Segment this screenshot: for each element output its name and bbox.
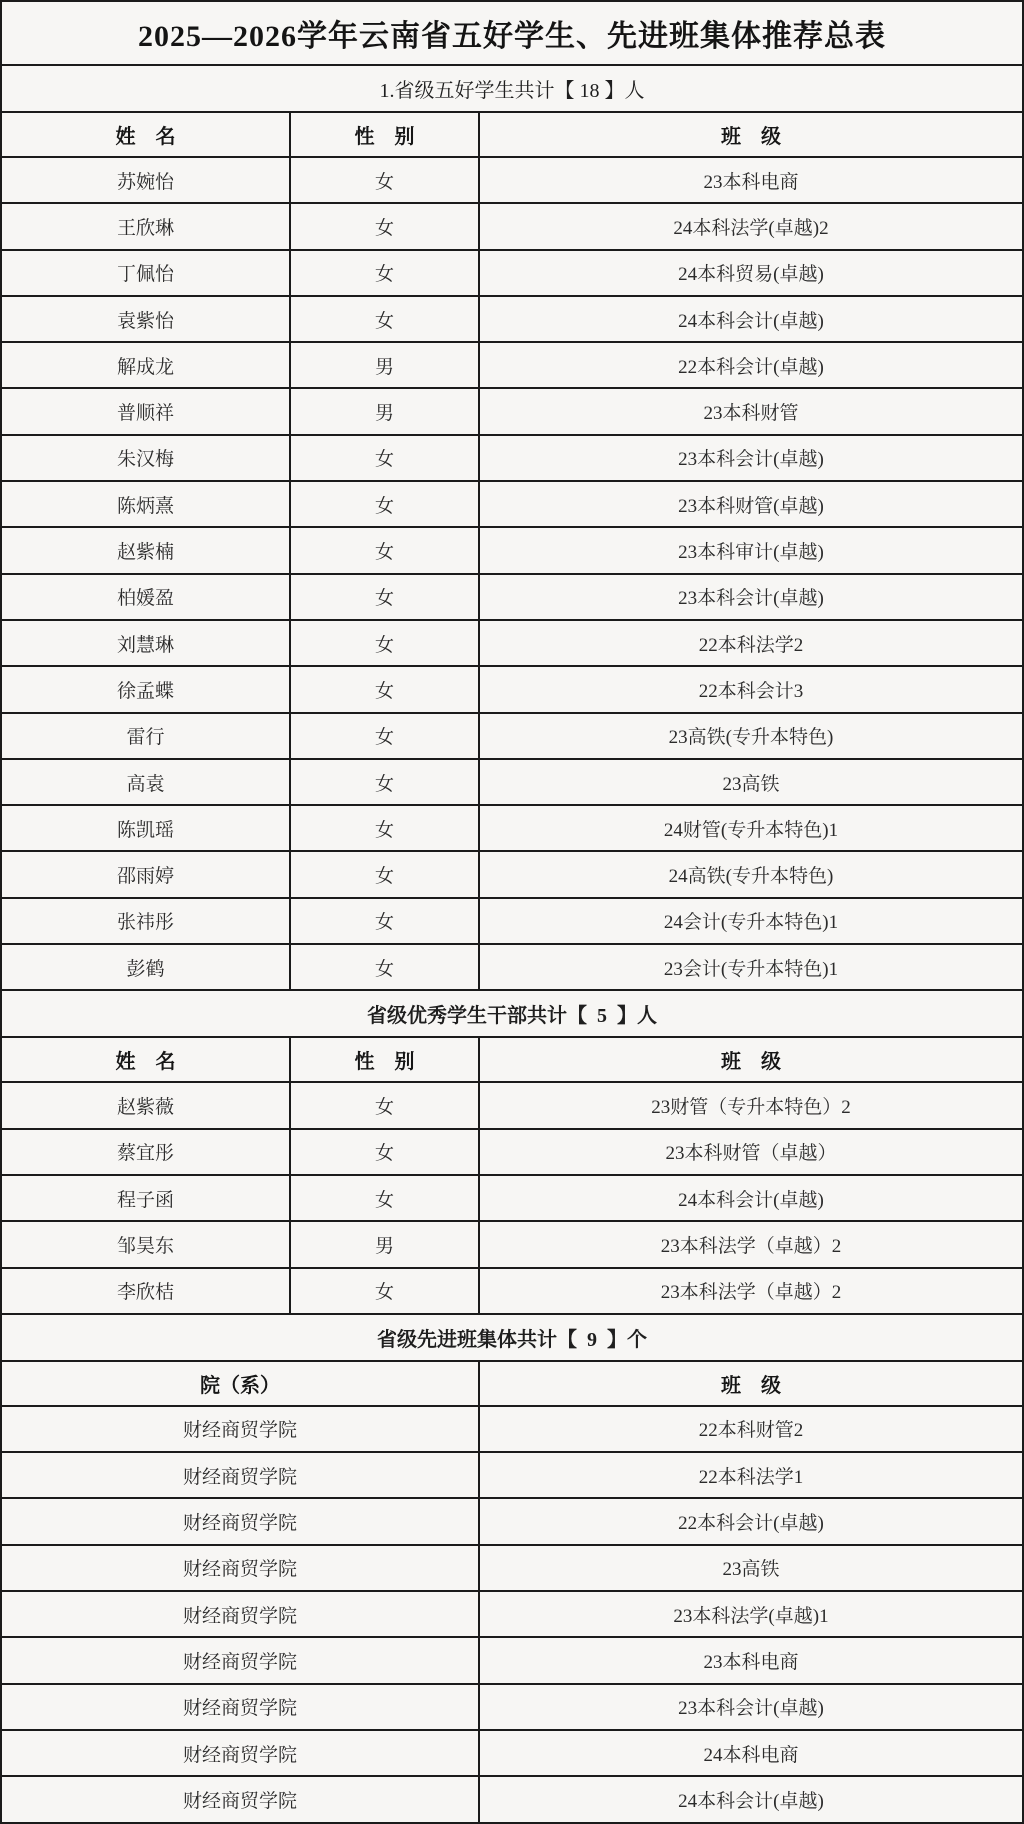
gender-cell: 女	[289, 528, 478, 572]
class-cell: 22本科财管2	[478, 1407, 1022, 1451]
class-cell: 23本科审计(卓越)	[478, 528, 1022, 572]
gender-cell: 女	[289, 899, 478, 943]
name-column-header: 姓 名	[115, 126, 176, 148]
table-header-row	[2, 1036, 1022, 1081]
name-cell: 邹昊东	[116, 1235, 174, 1257]
name-cell: 蔡宜彤	[116, 1143, 174, 1165]
class-cell: 23会计(专升本特色)1	[478, 945, 1022, 989]
table-row	[2, 526, 1022, 572]
gender-cell: 女	[289, 251, 478, 295]
name-cell: 王欣琳	[116, 217, 174, 239]
class-cell: 24本科会计(卓越)	[478, 297, 1022, 341]
table-row	[2, 850, 1022, 896]
name-cell: 柏媛盈	[116, 588, 174, 610]
class-cell: 22本科法学2	[478, 621, 1022, 665]
table-row	[2, 341, 1022, 387]
outstanding-cadres-table-body	[2, 1081, 1022, 1312]
college-cell: 财经商贸学院	[182, 1466, 297, 1488]
gender-cell: 女	[289, 1130, 478, 1174]
name-cell: 高袁	[126, 773, 165, 795]
college-cell: 财经商贸学院	[182, 1605, 297, 1627]
class-column-header: 班 级	[478, 113, 1022, 156]
name-cell: 彭鹤	[126, 958, 165, 980]
table-row	[2, 295, 1022, 341]
table-row	[2, 712, 1022, 758]
table-row	[2, 619, 1022, 665]
table-header-row	[2, 1360, 1022, 1405]
name-cell: 赵紫楠	[116, 542, 174, 564]
section-caption-five-good-students: 1.省级五好学生共计【 18 】人	[2, 64, 1022, 111]
gender-cell: 女	[289, 482, 478, 526]
table-row	[2, 387, 1022, 433]
table-row	[2, 1267, 1022, 1313]
gender-cell: 女	[289, 945, 478, 989]
name-cell: 普顺祥	[116, 403, 174, 425]
table-row	[2, 1405, 1022, 1451]
table-row	[2, 804, 1022, 850]
table-header-row	[2, 111, 1022, 156]
name-cell: 朱汉梅	[116, 449, 174, 471]
college-cell: 财经商贸学院	[182, 1559, 297, 1581]
section-caption-outstanding-cadres: 省级优秀学生干部共计【 5 】人	[2, 989, 1022, 1036]
gender-cell: 女	[289, 852, 478, 896]
college-cell: 财经商贸学院	[182, 1420, 297, 1442]
gender-cell: 男	[289, 343, 478, 387]
table-row	[2, 1636, 1022, 1682]
name-cell: 李欣桔	[116, 1282, 174, 1304]
section-caption-advanced-classes: 省级先进班集体共计【 9 】个	[2, 1313, 1022, 1360]
college-column-header: 院（系）	[200, 1374, 280, 1397]
table-row	[2, 1220, 1022, 1266]
class-cell: 22本科会计(卓越)	[478, 1499, 1022, 1543]
name-cell: 袁紫怡	[116, 310, 174, 332]
table-row	[2, 1497, 1022, 1543]
gender-cell: 男	[289, 389, 478, 433]
table-row	[2, 758, 1022, 804]
gender-cell: 女	[289, 297, 478, 341]
class-cell: 24本科电商	[478, 1731, 1022, 1775]
table-row	[2, 249, 1022, 295]
class-cell: 23本科会计(卓越)	[478, 436, 1022, 480]
five-good-students-table-body	[2, 156, 1022, 989]
name-cell: 雷行	[126, 727, 165, 749]
table-row	[2, 1683, 1022, 1729]
name-cell: 陈凯瑶	[116, 819, 174, 841]
class-cell: 23本科财管(卓越)	[478, 482, 1022, 526]
table-row	[2, 1081, 1022, 1127]
gender-column-header: 性 别	[289, 113, 478, 156]
table-row	[2, 897, 1022, 943]
advanced-classes-table-body	[2, 1405, 1022, 1822]
gender-cell: 女	[289, 621, 478, 665]
table-row	[2, 1128, 1022, 1174]
class-cell: 22本科法学1	[478, 1453, 1022, 1497]
table-row	[2, 1174, 1022, 1220]
gender-cell: 女	[289, 1083, 478, 1127]
class-cell: 24本科会计(卓越)	[478, 1777, 1022, 1821]
class-cell: 24高铁(专升本特色)	[478, 852, 1022, 896]
class-cell: 22本科会计(卓越)	[478, 343, 1022, 387]
table-row	[2, 943, 1022, 989]
gender-cell: 女	[289, 575, 478, 619]
class-cell: 23本科法学（卓越）2	[478, 1269, 1022, 1313]
name-cell: 刘慧琳	[116, 634, 174, 656]
class-cell: 23高铁	[478, 760, 1022, 804]
name-cell: 张祎彤	[116, 912, 174, 934]
page-title: 2025—2026学年云南省五好学生、先进班集体推荐总表	[138, 20, 886, 53]
table-row	[2, 1775, 1022, 1821]
class-cell: 23高铁	[478, 1546, 1022, 1590]
class-cell: 23财管（专升本特色）2	[478, 1083, 1022, 1127]
gender-cell: 女	[289, 760, 478, 804]
class-cell: 24会计(专升本特色)1	[478, 899, 1022, 943]
college-cell: 财经商贸学院	[182, 1790, 297, 1812]
gender-column-header: 性 别	[289, 1038, 478, 1081]
gender-cell: 男	[289, 1222, 478, 1266]
name-cell: 陈炳熹	[116, 495, 174, 517]
title-row	[2, 2, 1022, 64]
table-row	[2, 480, 1022, 526]
class-cell: 24本科会计(卓越)	[478, 1176, 1022, 1220]
table-row	[2, 1544, 1022, 1590]
name-cell: 苏婉怡	[116, 171, 174, 193]
class-cell: 23本科会计(卓越)	[478, 1685, 1022, 1729]
table-row	[2, 1729, 1022, 1775]
gender-cell: 女	[289, 436, 478, 480]
class-column-header: 班 级	[478, 1362, 1022, 1405]
class-cell: 23本科法学(卓越)1	[478, 1592, 1022, 1636]
gender-cell: 女	[289, 204, 478, 248]
name-cell: 解成龙	[116, 356, 174, 378]
gender-cell: 女	[289, 1269, 478, 1313]
class-cell: 23本科电商	[478, 1638, 1022, 1682]
table-row	[2, 156, 1022, 202]
class-cell: 23本科电商	[478, 158, 1022, 202]
college-cell: 财经商贸学院	[182, 1744, 297, 1766]
table-row	[2, 573, 1022, 619]
class-cell: 23本科会计(卓越)	[478, 575, 1022, 619]
gender-cell: 女	[289, 158, 478, 202]
class-cell: 24本科贸易(卓越)	[478, 251, 1022, 295]
college-cell: 财经商贸学院	[182, 1513, 297, 1535]
gender-cell: 女	[289, 1176, 478, 1220]
name-cell: 程子函	[116, 1189, 174, 1211]
gender-cell: 女	[289, 806, 478, 850]
table-row	[2, 1590, 1022, 1636]
name-cell: 邵雨婷	[116, 866, 174, 888]
table-row	[2, 665, 1022, 711]
name-column-header: 姓 名	[115, 1051, 176, 1074]
gender-cell: 女	[289, 714, 478, 758]
name-cell: 赵紫薇	[116, 1096, 174, 1118]
class-cell: 24财管(专升本特色)1	[478, 806, 1022, 850]
college-cell: 财经商贸学院	[182, 1651, 297, 1673]
class-cell: 23本科财管（卓越）	[478, 1130, 1022, 1174]
gender-cell: 女	[289, 667, 478, 711]
class-cell: 24本科法学(卓越)2	[478, 204, 1022, 248]
table-row	[2, 434, 1022, 480]
class-cell: 23本科法学（卓越）2	[478, 1222, 1022, 1266]
class-cell: 22本科会计3	[478, 667, 1022, 711]
table-row	[2, 202, 1022, 248]
college-cell: 财经商贸学院	[182, 1698, 297, 1720]
table-row	[2, 1451, 1022, 1497]
name-cell: 丁佩怡	[116, 264, 174, 286]
class-cell: 23高铁(专升本特色)	[478, 714, 1022, 758]
class-cell: 23本科财管	[478, 389, 1022, 433]
class-column-header: 班 级	[478, 1038, 1022, 1081]
name-cell: 徐孟蝶	[116, 680, 174, 702]
